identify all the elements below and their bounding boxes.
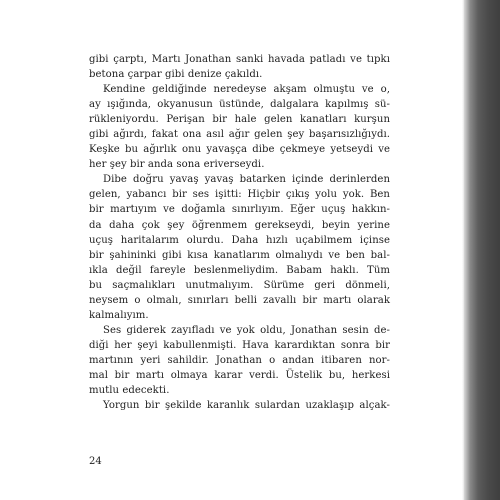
text-line: rükleniyordu. Perişan bir hale gelen kanatları kurşun	[89, 114, 390, 126]
text-line: Ses giderek zayıfladı ve yok oldu, Jonathan sesin de-	[103, 324, 390, 336]
paragraph-3	[89, 172, 390, 322]
text-line: Yorgun bir şekilde karanlık sulardan uzaklaşıp alçak-	[103, 400, 390, 412]
text-line: neysem o olmalı, sınırları belli zavallı bir martı olarak	[89, 294, 390, 306]
text-line: Dibe doğru yavaş yavaş batarken içinde derinlerden	[103, 174, 390, 186]
paragraph-4	[89, 323, 390, 398]
text-line: betona çarpar gibi denize çakıldı.	[89, 69, 263, 81]
text-line: bir martıyım ve doğamla sınırlıyım. Eğer uçuş hakkın-	[89, 204, 390, 216]
text-line: ıkla değil fareyle beslenmeliydim. Babam haklı. Tüm	[89, 264, 390, 276]
page-number: 24	[89, 456, 102, 467]
text-line: Keşke bu ağırlık onu yavaşça dibe çekmeye yetseydi ve	[89, 144, 390, 156]
paragraph-1	[89, 52, 390, 82]
text-line: Kendine geldiğinde neredeyse akşam olmuştu ve o,	[103, 84, 390, 96]
paragraph-2	[89, 82, 390, 172]
text-line: bir şahininki gibi kısa kanatlarım olmalıydı ve ben bal-	[89, 249, 390, 261]
text-line: diği her şeyi kabullenmişti. Hava karardıktan sonra bir	[89, 339, 390, 351]
text-line: gibi çarptı, Martı Jonathan sanki havada patladı ve tıpkı	[89, 54, 390, 65]
text-line: mutlu edecekti.	[89, 385, 170, 397]
text-line: martının yeri sahildir. Jonathan o andan itibaren nor-	[89, 354, 390, 366]
text-line: bu saçmalıkları unutmalıyım. Sürüme geri dönmeli,	[89, 279, 390, 291]
text-line: gibi ağırdı, fakat ona asıl ağır gelen şey başarısızlığıydı.	[89, 129, 390, 141]
text-line: mal bir martı olmaya karar verdi. Üstelik bu, herkesi	[89, 369, 390, 381]
text-block	[89, 52, 390, 413]
text-line: her şey bir anda sona eriverseydi.	[89, 159, 265, 171]
book-spine	[464, 0, 500, 500]
text-line: kalmalıyım.	[89, 309, 149, 321]
paragraph-5	[89, 398, 390, 413]
text-line: gelen, yabancı bir ses işitti: Hiçbir çıkış yolu yok. Ben	[89, 189, 390, 201]
text-line: uçuş haritalarım olurdu. Daha hızlı uçabilmem içinse	[89, 234, 390, 246]
text-line: da daha çok şey öğrenmem gerekseydi, beyin yerine	[89, 219, 390, 231]
text-line: ay ışığında, okyanusun üstünde, dalgalara kapılmış sü-	[89, 99, 390, 111]
